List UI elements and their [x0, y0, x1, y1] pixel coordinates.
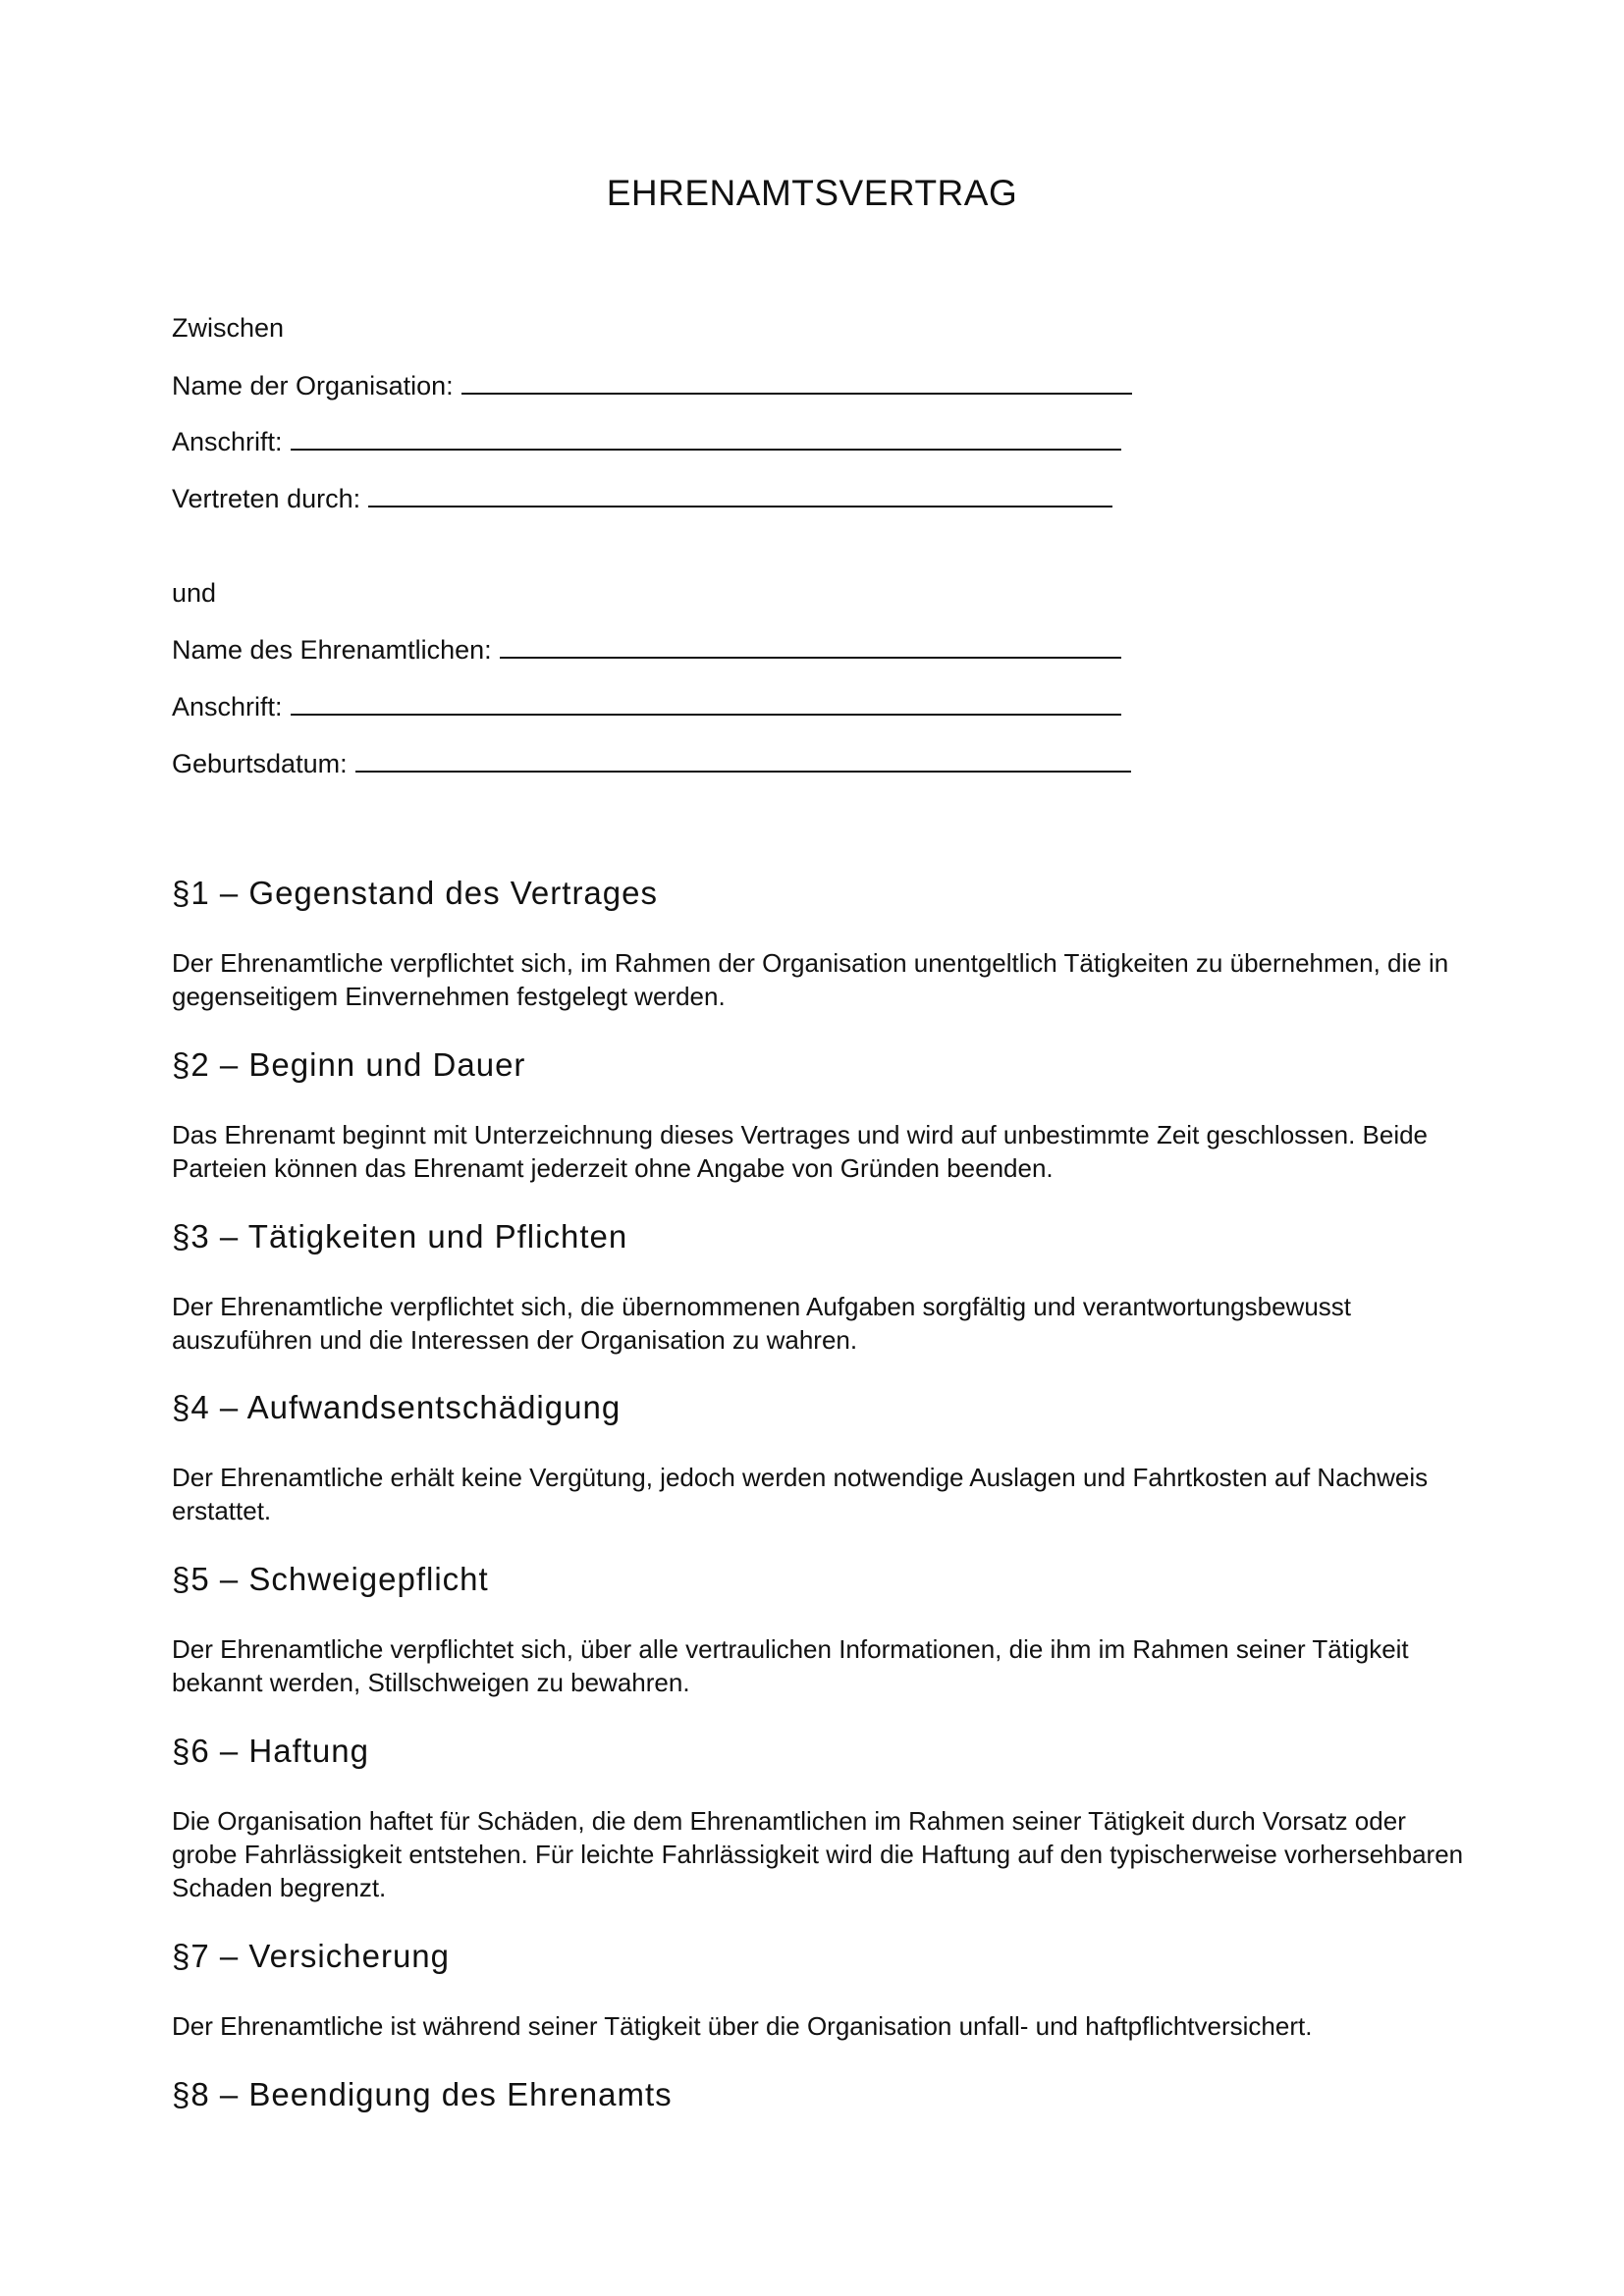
- section-body: Der Ehrenamtliche ist während seiner Tätigkeit über die Organisation unfall- und haftpflichtversichert.: [172, 2011, 1313, 2041]
- organisation-address-label: Anschrift:: [172, 427, 283, 456]
- section-heading: §6 – Haftung: [172, 1733, 369, 1769]
- section-body: Der Ehrenamtliche verpflichtet sich, die übernommenen Aufgaben sorgfältig und verantwortungsbewusst auszuführen und die Interessen der Organisation zu wahren.: [172, 1292, 1352, 1355]
- between-label: Zwischen: [172, 313, 285, 343]
- section-heading: §8 – Beendigung des Ehrenamts: [172, 2076, 673, 2112]
- volunteer-address-blank[interactable]: [291, 690, 1121, 716]
- section-heading: §1 – Gegenstand des Vertrages: [172, 875, 658, 911]
- volunteer-birthdate-row: [172, 747, 1131, 779]
- section-heading: §7 – Versicherung: [172, 1938, 451, 1974]
- volunteer-address-row: [172, 690, 1121, 722]
- volunteer-address-label: Anschrift:: [172, 692, 283, 721]
- section-body: Der Ehrenamtliche erhält keine Vergütung, jedoch werden notwendige Auslagen und Fahrtkosten auf Nachweis erstattet.: [172, 1463, 1429, 1525]
- organisation-representative-row: [172, 482, 1112, 514]
- volunteer-birthdate-label: Geburtsdatum:: [172, 749, 348, 778]
- and-label: und: [172, 578, 217, 608]
- organisation-representative-label: Vertreten durch:: [172, 484, 361, 513]
- document-title: EHRENAMTSVERTRAG: [606, 173, 1018, 213]
- volunteer-name-label: Name des Ehrenamtlichen:: [172, 635, 492, 665]
- section-body: Das Ehrenamt beginnt mit Unterzeichnung dieses Vertrages und wird auf unbestimmte Zeit geschlossen. Beide Parteien können das Ehrenamt jederzeit ohne Angabe von Gründen beenden.: [172, 1120, 1429, 1183]
- section-body: Der Ehrenamtliche verpflichtet sich, im Rahmen der Organisation unentgeltlich Tätigkeiten zu übernehmen, die in gegenseitigem Einvernehmen festgelegt werden.: [172, 948, 1449, 1011]
- section-heading: §3 – Tätigkeiten und Pflichten: [172, 1218, 628, 1255]
- volunteer-name-row: [172, 633, 1121, 666]
- organisation-name-row: [172, 369, 1132, 401]
- section-body: Die Organisation haftet für Schäden, die dem Ehrenamtlichen im Rahmen seiner Tätigkeit durch Vorsatz oder grobe Fahrlässigkeit entstehen. Für leichte Fahrlässigkeit wird die Haftung auf den typischerweise vorhersehbaren Schaden begrenzt.: [172, 1806, 1464, 1902]
- section-heading: §4 – Aufwandsentschädigung: [172, 1389, 622, 1425]
- organisation-address-blank[interactable]: [291, 425, 1121, 451]
- organisation-address-row: [172, 425, 1121, 457]
- volunteer-birthdate-blank[interactable]: [355, 747, 1131, 773]
- organisation-name-label: Name der Organisation:: [172, 371, 454, 400]
- organisation-name-blank[interactable]: [461, 369, 1132, 395]
- section-heading: §5 – Schweigepflicht: [172, 1561, 489, 1597]
- section-body: Der Ehrenamtliche verpflichtet sich, über alle vertraulichen Informationen, die ihm im Rahmen seiner Tätigkeit bekannt werden, Stillschweigen zu bewahren.: [172, 1634, 1409, 1697]
- organisation-representative-blank[interactable]: [368, 482, 1112, 507]
- section-heading: §2 – Beginn und Dauer: [172, 1046, 526, 1083]
- volunteer-name-blank[interactable]: [500, 633, 1121, 659]
